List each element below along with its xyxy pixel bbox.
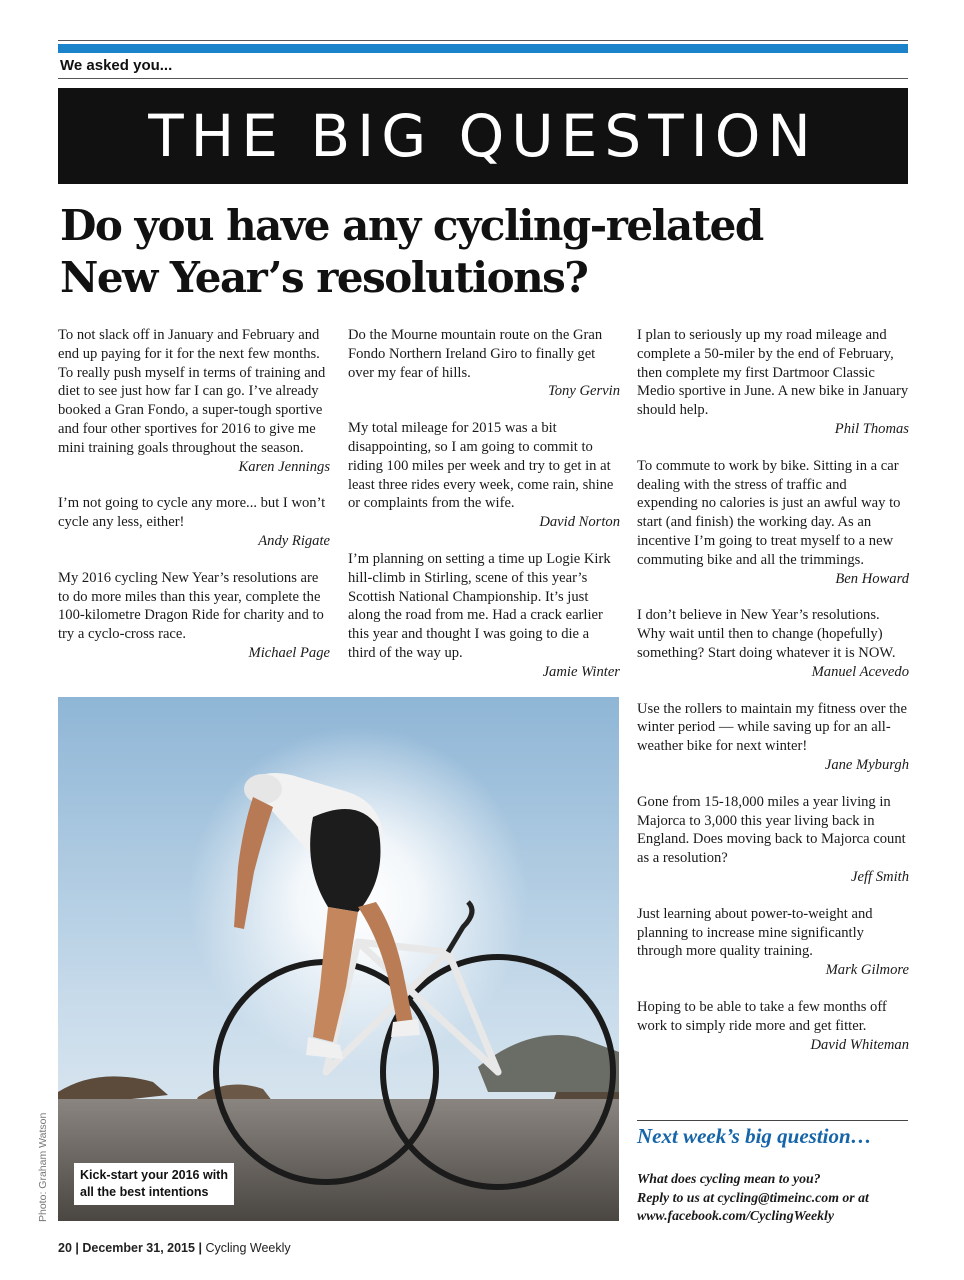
response-author: Jane Myburgh bbox=[824, 756, 909, 773]
column-1 bbox=[58, 326, 330, 681]
reader-response bbox=[637, 700, 909, 775]
response-author: David Whiteman bbox=[810, 1036, 909, 1053]
reader-response bbox=[637, 606, 909, 681]
issue-date: December 31, 2015 bbox=[82, 1241, 195, 1255]
response-author: Andy Rigate bbox=[258, 532, 330, 549]
response-text: My 2016 cycling New Year’s resolutions are to do more miles than this year, complete the 100-kilometre Dragon Ride for charity and to try a cyclo-cross race. bbox=[58, 569, 324, 643]
photo-caption bbox=[74, 1163, 234, 1205]
reader-response bbox=[637, 326, 909, 439]
next-week-reply-email: Reply to us at cycling@timeinc.com or at bbox=[637, 1189, 869, 1205]
page-headline bbox=[60, 200, 900, 304]
reader-response bbox=[58, 494, 330, 550]
response-text: I’m planning on setting a time up Logie Kirk hill-climb in Stirling, scene of this year’s Scottish National Championship. It’s just along the road from me. Had a crack earlier this year and thought I was going to die a third of the way up. bbox=[348, 550, 611, 661]
publication-name: Cycling Weekly bbox=[205, 1241, 291, 1255]
response-text: Hoping to be able to take a few months off work to simply ride more and get fitter. bbox=[637, 998, 887, 1034]
reader-response bbox=[58, 326, 330, 476]
next-week-reply-facebook: www.facebook.com/CyclingWeekly bbox=[637, 1208, 834, 1223]
banner-title: THE BIG QUESTION bbox=[148, 102, 818, 170]
reader-response bbox=[348, 419, 620, 532]
reader-response bbox=[58, 569, 330, 663]
page-footer: 20 | December 31, 2015 | Cycling Weekly bbox=[58, 1241, 291, 1255]
response-text: My total mileage for 2015 was a bit disappointing, so I am going to commit to riding 100 miles per week and try to get in at least three rides every week, come rain, shine or complaints from the wife. bbox=[348, 420, 614, 512]
title-banner bbox=[58, 88, 908, 184]
reader-response bbox=[637, 793, 909, 887]
response-author: Karen Jennings bbox=[238, 458, 330, 475]
reader-response bbox=[637, 905, 909, 980]
response-author: Manuel Acevedo bbox=[811, 663, 909, 680]
headline-line-2: New Year’s resolutions? bbox=[60, 253, 588, 302]
cyclist-illustration bbox=[58, 697, 619, 1221]
reader-response bbox=[348, 326, 620, 401]
headline-line-1: Do you have any cycling-related bbox=[60, 201, 763, 250]
section-kicker: We asked you... bbox=[60, 57, 173, 74]
top-rule bbox=[58, 40, 908, 41]
next-week-heading: Next week’s big question… bbox=[637, 1124, 872, 1148]
response-author: Ben Howard bbox=[835, 570, 909, 587]
response-author: Jeff Smith bbox=[851, 868, 909, 885]
reader-response bbox=[348, 550, 620, 682]
caption-line-1: Kick-start your 2016 with bbox=[80, 1168, 228, 1182]
caption-line-2: all the best intentions bbox=[80, 1185, 209, 1199]
response-text: Just learning about power-to-weight and planning to increase mine significantly through more quality training. bbox=[637, 905, 873, 960]
page-number: 20 bbox=[58, 1241, 72, 1255]
section-color-bar bbox=[58, 44, 908, 53]
reader-response bbox=[637, 457, 909, 589]
column-3 bbox=[637, 326, 909, 1072]
response-text: I plan to seriously up my road mileage and complete a 50-miler by the end of February, then complete my first Dartmoor Classic Medio sportive in June. A new bike in January should help. bbox=[637, 327, 909, 419]
next-week-rule bbox=[637, 1120, 908, 1121]
cyclist-photo bbox=[58, 697, 619, 1221]
kicker-rule bbox=[58, 78, 908, 79]
response-text: Do the Mourne mountain route on the Gran Fondo Northern Ireland Giro to finally get over my fear of hills. bbox=[348, 327, 603, 381]
response-text: I don’t believe in New Year’s resolutions. Why wait until then to change (hopefully) something? Start doing whatever it is NOW. bbox=[637, 607, 896, 661]
response-author: Michael Page bbox=[248, 644, 330, 661]
photo-credit: Photo: Graham Watson bbox=[37, 1112, 49, 1222]
next-week-question: What does cycling mean to you? bbox=[637, 1171, 821, 1186]
response-author: Phil Thomas bbox=[834, 420, 909, 437]
column-2 bbox=[348, 326, 620, 700]
next-week-body bbox=[637, 1170, 909, 1226]
response-author: David Norton bbox=[539, 514, 620, 531]
response-text: Gone from 15-18,000 miles a year living in Majorca to 3,000 this year living back in England. Does moving back to Majorca count as a resolution? bbox=[637, 793, 906, 867]
response-author: Tony Gervin bbox=[547, 383, 620, 400]
response-author: Mark Gilmore bbox=[825, 962, 909, 979]
response-author: Jamie Winter bbox=[542, 663, 620, 680]
response-text: To not slack off in January and February and end up paying for it for the next few months. To really push myself in terms of training and diet to see just how far I can go. I’ve already booked a Gran Fondo, a super-tough sportive and four other sportives for 2016 to give me mini training goals throughout the season. bbox=[58, 327, 326, 456]
response-text: I’m not going to cycle any more... but I won’t cycle any less, either! bbox=[58, 495, 326, 531]
response-text: Use the rollers to maintain my fitness over the winter period — while saving up for an all-weather bike for next winter! bbox=[637, 700, 907, 755]
response-text: To commute to work by bike. Sitting in a car dealing with the stress of traffic and expending no calories is just an awful way to start (and finish) the working day. As an incentive I’m going to treat myself to a new commuting bike and all the trimmings. bbox=[637, 457, 901, 568]
reader-response bbox=[637, 998, 909, 1054]
